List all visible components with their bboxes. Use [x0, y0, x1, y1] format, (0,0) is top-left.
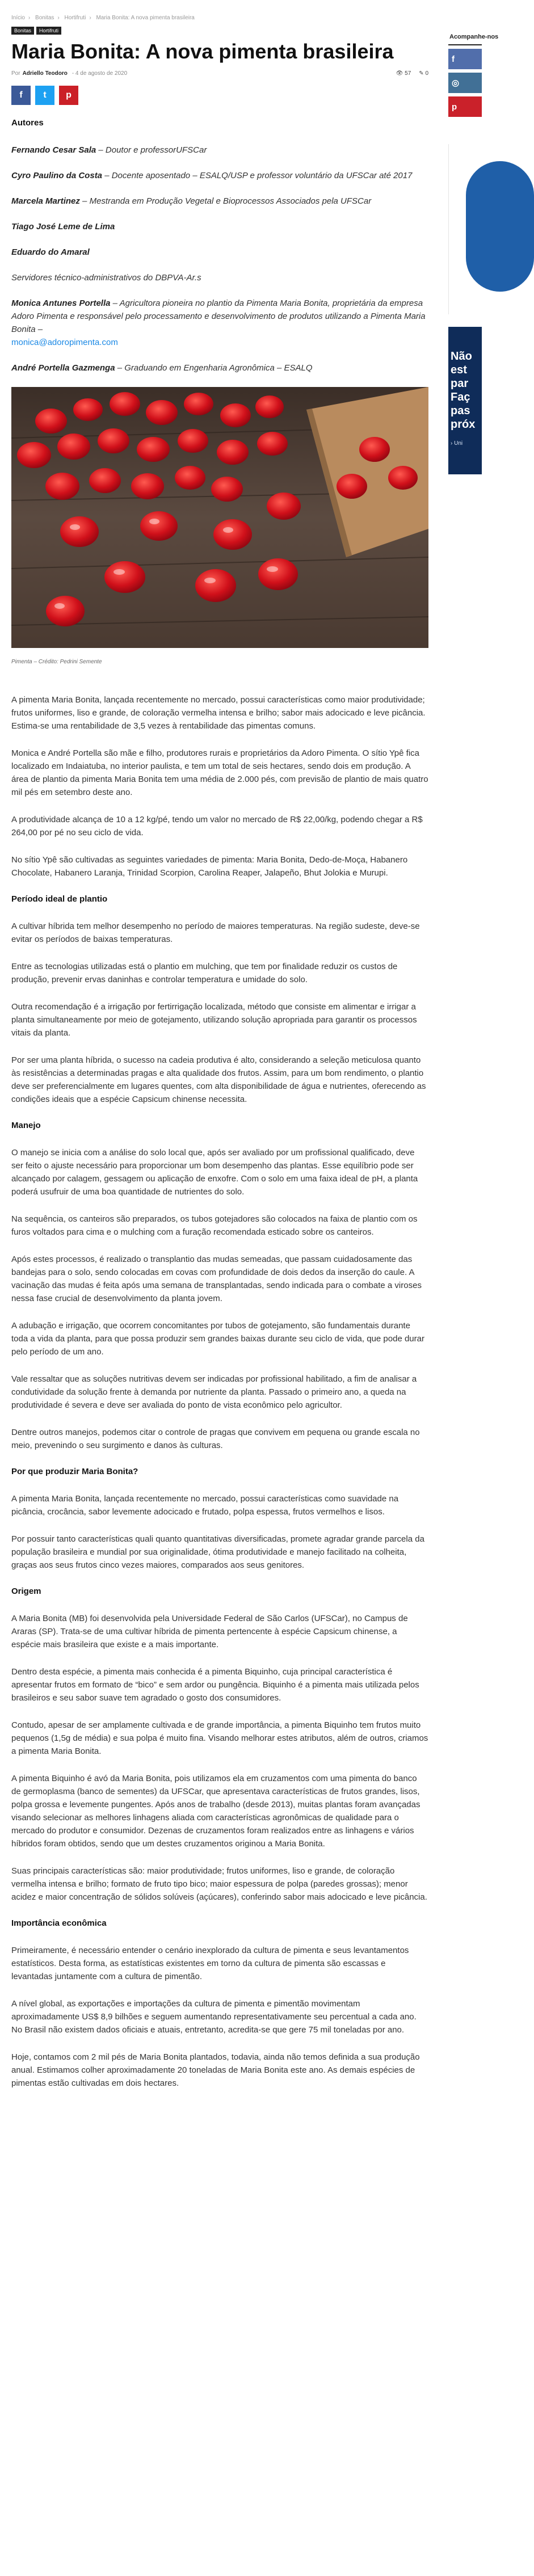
body-paragraph: Por possuir tanto características quali quanto quantitativas diversificadas, promete agradar grande parcela da população brasileira e mundial por sua originalidade, ótima produtividade e manejo facilitado na colheita, graças aos seus frutos cinco vezes maiores, comparados aos seus genitores.	[11, 1534, 424, 1570]
category-tag[interactable]: Bonitas	[11, 27, 34, 35]
author-entry: Fernando Cesar Sala – Doutor e professorUFSCar	[11, 145, 207, 155]
sidebar-ad-banner[interactable]	[448, 144, 482, 314]
section-heading: Período ideal de plantio	[11, 894, 108, 904]
body-paragraph: Por ser uma planta híbrida, o sucesso na cadeia produtiva é alto, considerando a seleção meticulosa quanto às resistências a determinadas pragas e alta qualidade dos frutos. Assim, para um bom rendimento, o plantio deve ser preferencialmente em lugares quentes, com alta disponibilidade de água e nutrientes, oferecendo as condições ideais que a espécie Capsicum chinense necessita.	[11, 1055, 426, 1104]
sidebar	[448, 0, 499, 474]
category-tag[interactable]: Hortifruti	[36, 27, 61, 35]
body-paragraph: A Maria Bonita (MB) foi desenvolvida pela Universidade Federal de São Carlos (UFSCar), no Campus de Araras (SP). Trata-se de uma cultivar híbrida de pimenta pertencente à espécie Capsicum chinense, a espécie mais brasileira que existe e a mais importante.	[11, 1614, 408, 1649]
body-paragraph: Outra recomendação é a irrigação por fertirrigação localizada, método que consiste em alimentar e irrigar a planta simultaneamente por meio de gotejamento, utilizando solução apropriada para garantir os processos vitais da planta.	[11, 1002, 417, 1038]
body-paragraph: A cultivar híbrida tem melhor desempenho no período de maiores temperaturas. Na região sudeste, deve-se evitar os períodos de baixas temperaturas.	[11, 921, 420, 944]
share-facebook-button[interactable]	[11, 86, 31, 105]
author-entry: Marcela Martinez – Mestranda em Produção Vegetal e Bioprocessos Associados pela UFSCar	[11, 196, 372, 206]
sidebar-ad-text-banner[interactable]: Não est par Faç pas próx › Uni	[448, 327, 482, 474]
body-paragraph: Entre as tecnologias utilizadas está o plantio em mulching, que tem por finalidade reduzir os custos de produção, prevenir ervas daninhas e controlar temperatura e umidade do solo.	[11, 962, 398, 984]
author-entry: Cyro Paulino da Costa – Docente aposentado – ESALQ/USP e professor voluntário da UFSCar até 2017	[11, 171, 413, 180]
body-paragraph: Contudo, apesar de ser amplamente cultivada e de grande importância, a pimenta Biquinho tem frutos muito pequenos (1,5g de média) e sua polpa é muito fina. Visando melhorar estes atributos, além de outros, criamos a pimenta Maria Bonita.	[11, 1720, 428, 1756]
instagram-icon: ◎	[452, 78, 460, 88]
author-entry: André Portella Gazmenga – Graduando em Engenharia Agronômica – ESALQ	[11, 363, 313, 373]
body-paragraph: A adubação e irrigação, que ocorrem concomitantes por tubos de gotejamento, são fundamentais durante toda a vida da planta, para que possa produzir sem grandes baixas durante seu ciclo de vida, que pode durar pelo período de um ano.	[11, 1321, 424, 1357]
post-meta	[11, 69, 428, 78]
body-paragraph: A produtividade alcança de 10 a 12 kg/pé, tendo um valor no mercado de R$ 22,00/kg, podendo chegar a R$ 264,00 por pé no seu ciclo de vida.	[11, 815, 423, 837]
follow-instagram-button[interactable]	[448, 73, 482, 93]
facebook-icon: f	[452, 54, 455, 64]
by-label: Por	[11, 70, 20, 77]
category-tags	[11, 27, 428, 35]
article-column	[11, 0, 428, 2104]
twitter-icon: t	[43, 90, 47, 100]
body-paragraph: Dentro desta espécie, a pimenta mais conhecida é a pimenta Biquinho, cuja principal característica é apresentar frutos em formato de “bico” e sem ardor ou pungência. Biquinho é a pimenta mais utilizada pelos brasileiros e seu sabor suave tem agradado o gosto dos consumidores.	[11, 1667, 419, 1703]
author-entry: Monica Antunes Portella – Agricultora pioneira no plantio da Pimenta Maria Bonita, proprietária da empresa Adoro Pimenta e responsável pelo processamento e desenvolvimento de produtos utilizando a Pimenta Maria Bonita – monica@adoropimenta.com	[11, 298, 426, 347]
body-paragraph: Vale ressaltar que as soluções nutritivas devem ser indicadas por profissional habilitado, a fim de analisar a condutividade da solução frente à demanda por nutriente da planta. Passado o primeiro ano, a queda na produtividade é severa e deve ser avaliada do ponto de vista econômico pelo agricultor.	[11, 1374, 417, 1410]
body-paragraph: Após estes processos, é realizado o transplantio das mudas semeadas, que passam cuidadosamente das bandejas para o solo, sendo colocadas em covas com profundidade de dois dedos da inserção do caule. A vacinação das mudas é feita após uma semana de transplantadas, sendo indicada para o combate a viroses nessa fase crucial de desenvolvimento da planta jovem.	[11, 1255, 422, 1303]
article-body	[11, 117, 428, 2090]
body-paragraph: A pimenta Maria Bonita, lançada recentemente no mercado, possui características como suavidade na picância, crocância, sabor levemente adocicado e frutado, polpa espessa, frutos vermelhos e lisos.	[11, 1494, 399, 1517]
body-paragraph: Monica e André Portella são mãe e filho, produtores rurais e proprietários da Adoro Pimenta. O sítio Ypê fica localizado em Indaiatuba, no interior paulista, e tem um total de seis hectares, sendo dois em produção. A área de plantio da pimenta Maria Bonita tem uma média de 2.000 pés, com previsão de plantio de mais quatro mil pés em setembro deste ano.	[11, 748, 428, 797]
breadcrumb-current: Maria Bonita: A nova pimenta brasileira	[96, 15, 195, 21]
views-count: 👁 57	[396, 70, 411, 77]
image-caption: Pimenta – Crédito: Pedrini Semente	[11, 659, 102, 665]
body-paragraph: A pimenta Maria Bonita, lançada recentemente no mercado, possui características como maior produtividade; frutos uniformes, liso e grande, de coloração vermelha intensa e brilho; sabor mais adocicado e leve picância. Estima-se uma rentabilidade de 3,5 vezes à rentabilidade das pimentas comuns.	[11, 695, 426, 731]
breadcrumb-bonitas[interactable]: Bonitas	[35, 15, 54, 21]
breadcrumb-home[interactable]: Início	[11, 15, 25, 21]
body-paragraph: No sítio Ypê são cultivadas as seguintes variedades de pimenta: Maria Bonita, Dedo-de-Moça, Habanero Chocolate, Habanero Laranja, Trinidad Scorpion, Carolina Reaper, Jalapeño, Bhut Jolokia e Murupi.	[11, 855, 408, 878]
body-paragraph: A nível global, as exportações e importações da cultura de pimenta e pimentão movimentam aproximadamente US$ 8,9 bilhões e seguem aumentando representativamente seu percentual a cada ano. No Brasil não existem dados oficiais e atuais, entretanto, acredita-se que gere 75 mil toneladas por ano.	[11, 1999, 417, 2035]
post-stats	[396, 70, 428, 77]
comment-icon: ✎	[419, 70, 424, 77]
sidebar-heading: Acompanhe-nos	[448, 30, 482, 45]
follow-pinterest-button[interactable]	[448, 96, 482, 117]
body-paragraph: Hoje, contamos com 2 mil pés de Maria Bonita plantados, todavia, ainda não temos definida a sua produção anual. Estimamos colher aproximadamente 20 toneladas de Maria Bonita este ano. As demais espécies de pimentas estão cultivadas em dois hectares.	[11, 2052, 420, 2088]
section-heading: Origem	[11, 1586, 41, 1596]
comments-count[interactable]: ✎ 0	[419, 70, 428, 77]
share-bar	[11, 86, 428, 105]
follow-facebook-button[interactable]	[448, 49, 482, 69]
body-paragraph: A pimenta Biquinho é avó da Maria Bonita, pois utilizamos ela em cruzamentos com uma pimenta do banco de germoplasma (banco de sementes) da UFSCar, que apresentava características de frutos grandes, lisos, polpa grossa e levemente pungentes. Após anos de trabalho (desde 2013), muitas plantas foram avançadas visando selecionar as melhores linhagens aliada com características agronômicas de qualidade para o mercado do produtor e consumidor. Dezenas de cruzamentos foram realizados entre as linhagens e vários híbridos foram obtidos, sendo que um destes cruzamentos originou a Maria Bonita.	[11, 1774, 421, 1849]
ad-graphic	[466, 161, 534, 292]
body-paragraph: O manejo se inicia com a análise do solo local que, após ser avaliado por um profissional qualificado, deve ser feito o ajuste necessário para proporcionar um bom desempenho das plantas. Esse equilíbrio pode ser alcançado por calagem, gessagem ou aplicação de enxofre. Com o solo em uma faixa ideal de pH, a planta poderá usufruir de uma boa quantidade de nutrientes do solo.	[11, 1148, 418, 1197]
post-date: - 4 de agosto de 2020	[72, 70, 128, 77]
body-paragraph: Na sequência, os canteiros são preparados, os tubos gotejadores são colocados na faixa de plantio com os furos voltados para cima e o mulching com a furação recomendada esticado sobre os canteiros.	[11, 1214, 418, 1237]
eye-icon: 👁	[396, 70, 403, 77]
servidores-note: Servidores técnico-administrativos do DBPVA-Ar.s	[11, 273, 201, 283]
share-pinterest-button[interactable]	[59, 86, 78, 105]
facebook-icon: f	[19, 90, 23, 100]
article-figure	[11, 387, 428, 668]
author-entry: Eduardo do Amaral	[11, 247, 90, 257]
email-link[interactable]: monica@adoropimenta.com	[11, 338, 118, 347]
body-paragraph: Suas principais características são: maior produtividade; frutos uniformes, liso e grande, de coloração vermelha intensa e brilho; formato de fruto tipo bico; maior espessura de polpa (paredes grossas); menor acidez e maior concentração de sólidos solúveis (açúcares), conferindo sabor mais adocicado e leve picância.	[11, 1866, 427, 1902]
author-entry: Tiago José Leme de Lima	[11, 222, 115, 231]
section-heading: Por que produzir Maria Bonita?	[11, 1467, 138, 1476]
share-twitter-button[interactable]	[35, 86, 54, 105]
section-heading: Manejo	[11, 1121, 41, 1130]
breadcrumb-hortifruti[interactable]: Hortifruti	[64, 15, 86, 21]
article-sections	[11, 693, 428, 2090]
body-paragraph: Dentre outros manejos, podemos citar o controle de pragas que convivem em pequena ou grande escala no meio, prevenindo o seu surgimento e danos às culturas.	[11, 1428, 420, 1450]
page-title: Maria Bonita: A nova pimenta brasileira	[11, 40, 394, 63]
author-link[interactable]: Adriello Teodoro	[22, 70, 68, 77]
section-heading: Importância econômica	[11, 1918, 107, 1928]
authors-heading: Autores	[11, 118, 44, 128]
pepper-photo	[11, 387, 428, 648]
pinterest-icon: p	[452, 102, 457, 112]
pinterest-icon: p	[66, 90, 72, 100]
breadcrumb: Início › Bonitas › Hortifruti › Maria Bonita: A nova pimenta brasileira	[11, 15, 195, 21]
body-paragraph: Primeiramente, é necessário entender o cenário inexplorado da cultura de pimenta e seus levantamentos estatísticos. Desta forma, as estatísticas existentes em torno da cultura de pimenta são escassas e levantadas juntamente com a cultura de pimentão.	[11, 1946, 409, 1981]
